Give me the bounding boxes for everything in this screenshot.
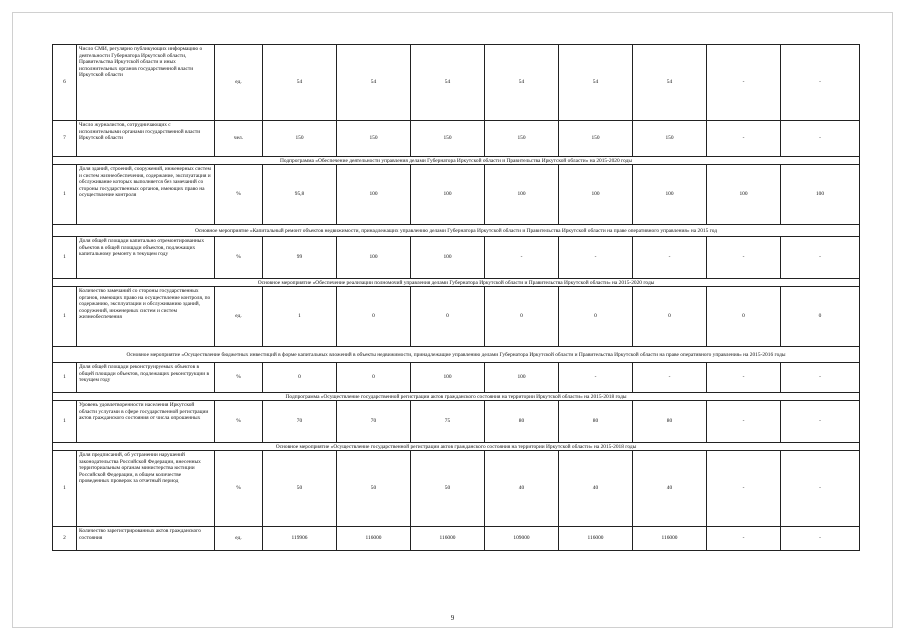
section-row [53,157,860,165]
row-number: 7 [53,121,77,157]
value-cell: 54 [337,45,411,121]
unit-cell: ед. [215,287,263,347]
unit-cell: % [215,401,263,443]
table-row [53,363,860,393]
value-cell: 100 [559,165,633,225]
value-cell: 70 [263,401,337,443]
unit-cell: ед. [215,45,263,121]
section-row [53,279,860,287]
value-cell: - [485,237,559,279]
indicator-description: Количество зарегистрированных актов гражданского состояния [77,527,215,551]
value-cell: 100 [781,165,860,225]
value-cell: - [559,237,633,279]
value-cell: 100 [411,165,485,225]
value-cell: 116000 [559,527,633,551]
value-cell: 0 [411,287,485,347]
value-cell: 100 [485,363,559,393]
row-number: 1 [53,287,77,347]
value-cell: 1 [263,287,337,347]
value-cell: 70 [337,401,411,443]
value-cell: 150 [633,121,707,157]
value-cell: 150 [485,121,559,157]
value-cell: - [707,363,781,393]
value-cell: 100 [337,237,411,279]
value-cell: 100 [411,237,485,279]
value-cell: - [781,45,860,121]
section-title: Подпрограмма «Осуществление государственной регистрации актов гражданского состояния на территории Иркутской области» на 2015-2018 годы [53,393,860,401]
indicator-description: Число журналистов, сотрудничающих с исполнительными органами государственной власти Иркутской области [77,121,215,157]
unit-cell: ед. [215,527,263,551]
value-cell: 116000 [411,527,485,551]
unit-cell: чел. [215,121,263,157]
value-cell: 0 [559,287,633,347]
indicator-description: Уровень удовлетворенности населения Иркутской области услугами в сфере государственной регистрации актов гражданского состояния от числа опрошенных [77,401,215,443]
table-row [53,237,860,279]
value-cell: 50 [411,451,485,527]
indicator-description: Доля зданий, строений, сооружений, инженерных систем и систем жизнеобеспечения, содержание, эксплуатация и обслуживание которых выполняется без замечаний со стороны государственных органов, имеющих право на осуществление контроля [77,165,215,225]
value-cell: 150 [411,121,485,157]
value-cell: - [707,401,781,443]
row-number: 1 [53,165,77,225]
value-cell: 54 [263,45,337,121]
section-title: Основное мероприятие «Обеспечение реализации полномочий управления делами Губернатора Иркутской области и Правительства Иркутской области» на 2015-2020 годы [53,279,860,287]
value-cell: - [559,363,633,393]
unit-cell: % [215,363,263,393]
row-number: 1 [53,237,77,279]
value-cell: - [633,237,707,279]
value-cell: 75 [411,401,485,443]
row-number: 1 [53,401,77,443]
value-cell: - [707,45,781,121]
value-cell: - [707,451,781,527]
indicator-description: Количество замечаний со стороны государственных органов, имеющих право на осуществление контроля, по содержанию, эксплуатации и обслуживанию зданий, сооружений, инженерных систем и систем жизнеобеспечения [77,287,215,347]
value-cell: 100 [633,165,707,225]
table-row [53,121,860,157]
value-cell: - [781,121,860,157]
value-cell: - [781,401,860,443]
row-number: 2 [53,527,77,551]
unit-cell: % [215,451,263,527]
unit-cell: % [215,237,263,279]
value-cell: 40 [633,451,707,527]
value-cell: 0 [633,287,707,347]
value-cell: 54 [559,45,633,121]
value-cell: - [781,363,860,393]
value-cell: 54 [633,45,707,121]
value-cell: 54 [485,45,559,121]
indicators-table [52,44,860,551]
value-cell: 80 [559,401,633,443]
row-number: 6 [53,45,77,121]
value-cell: - [781,237,860,279]
value-cell: 109000 [485,527,559,551]
row-number: 1 [53,451,77,527]
value-cell: 0 [337,363,411,393]
value-cell: 40 [559,451,633,527]
indicator-description: Доля предписаний, об устранении нарушений законодательства Российской Федерации, внесенных территориальным органам министерства юстиции Российской Федерации, в общем количестве проведенных проверок за отчетный период [77,451,215,527]
value-cell: 50 [263,451,337,527]
value-cell: 99 [263,237,337,279]
section-title: Подпрограмма «Обеспечение деятельности управления делами Губернатора Иркутской области и Правительства Иркутской области» на 2015-2020 годы [53,157,860,165]
table-row [53,527,860,551]
value-cell: 100 [707,165,781,225]
value-cell: - [707,121,781,157]
value-cell: 100 [411,363,485,393]
value-cell: 0 [337,287,411,347]
unit-cell: % [215,165,263,225]
value-cell: 40 [485,451,559,527]
value-cell: 80 [633,401,707,443]
section-row [53,225,860,237]
value-cell: 0 [781,287,860,347]
value-cell: - [781,527,860,551]
section-title: Основное мероприятие «Осуществление государственной регистрации актов гражданского состояния на территории Иркутской области» на 2015-2018 годы [53,443,860,451]
value-cell: 100 [485,165,559,225]
value-cell: 80 [485,401,559,443]
value-cell: 100 [337,165,411,225]
indicator-description: Доля общей площади реконструируемых объектов в общей площади объектов, подлежащих реконструкции в текущем году [77,363,215,393]
value-cell: 0 [485,287,559,347]
table-row [53,165,860,225]
value-cell: 116000 [633,527,707,551]
table-row [53,287,860,347]
value-cell: - [633,363,707,393]
value-cell: 0 [707,287,781,347]
section-title: Основное мероприятие «Капитальный ремонт объектов недвижимости, принадлежащих управлению делами Губернатора Иркутской области и Правительства Иркутской области на праве оперативного управления» на 2015 год [53,225,860,237]
indicator-description: Доля общей площади капитально отремонтированных объектов в общей площади объектов, подлежащих капитальному ремонту в текущем году [77,237,215,279]
value-cell: 50 [337,451,411,527]
value-cell: 0 [263,363,337,393]
section-row [53,347,860,363]
value-cell: 116000 [337,527,411,551]
value-cell: 150 [263,121,337,157]
section-title: Основное мероприятие «Осуществление бюджетных инвестиций в форме капитальных вложений в объекты недвижимости, принадлежащие управлению делами Губернатора Иркутской области и Правительства Иркутской области на праве оперативного управления» на 2015-2016 годы [53,347,860,363]
value-cell: - [781,451,860,527]
value-cell: 54 [411,45,485,121]
value-cell: 150 [559,121,633,157]
row-number: 1 [53,363,77,393]
value-cell: 150 [337,121,411,157]
value-cell: 119906 [263,527,337,551]
value-cell: - [707,527,781,551]
value-cell: 95,8 [263,165,337,225]
value-cell: - [707,237,781,279]
section-row [53,443,860,451]
indicator-description: Число СМИ, регулярно публикующих информацию о деятельности Губернатора Иркутской области, Правительства Иркутской области и иных исполнительных органов государственной власти Иркутской области [77,45,215,121]
table-row [53,401,860,443]
table-row [53,45,860,121]
section-row [53,393,860,401]
page-number: 9 [450,614,455,622]
table-row [53,451,860,527]
